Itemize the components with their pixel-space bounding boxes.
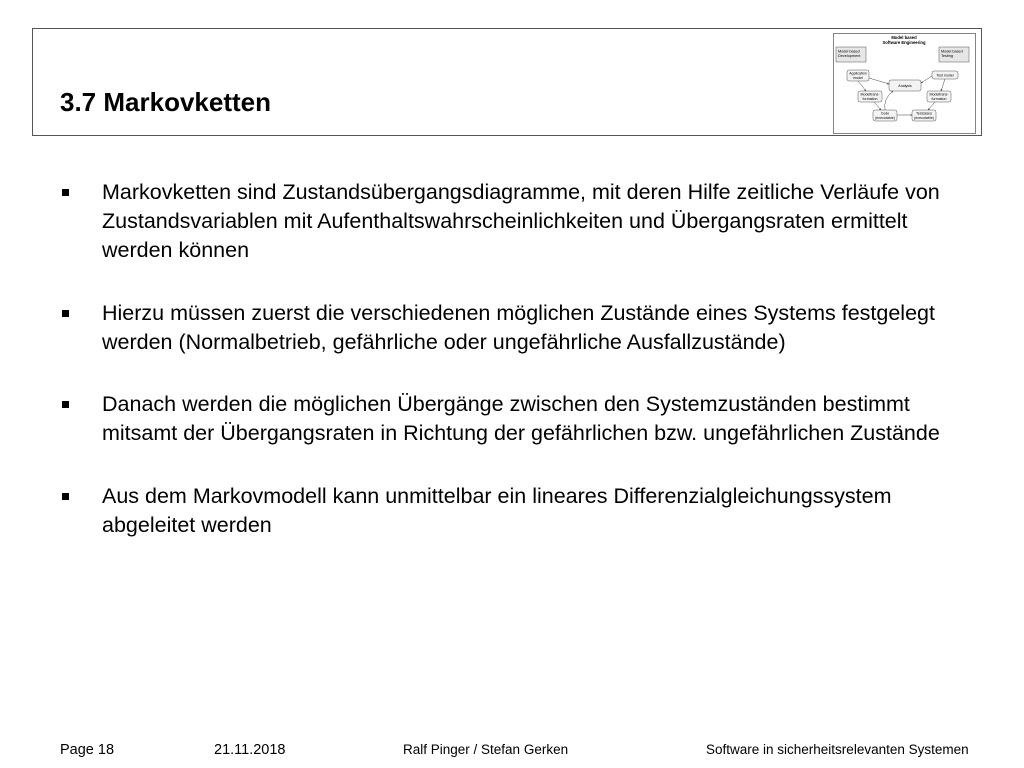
footer-authors: Ralf Pinger / Stefan Gerken — [403, 742, 569, 757]
node-mt2-label-1: Modeltrans- — [929, 92, 949, 97]
bullet-text: Aus dem Markovmodell kann unmittelbar ein lineares Differenzialgleichungssystem abgeleitet werden — [102, 484, 892, 537]
node-dev-label-2: Development — [838, 54, 861, 58]
bullet-square-icon — [62, 310, 69, 317]
node-code-label-1: Code — [880, 111, 890, 116]
node-tc-label-1: Testcases — [916, 111, 932, 116]
bullet-list — [62, 178, 982, 574]
bullet-square-icon — [62, 493, 69, 500]
node-test-label-1: Model based — [941, 49, 963, 54]
bullet-item — [62, 299, 982, 357]
node-dev-label-1: Model based — [838, 49, 860, 54]
bullet-text: Danach werden die möglichen Übergänge zwischen den Systemzuständen bestimmt mitsamt der Übergangsraten in Richtung der gefährlichen bzw. ungefährlichen Zustände — [102, 392, 940, 445]
node-code-label-2: (executable) — [875, 116, 895, 120]
footer-date: 21.11.2018 — [214, 742, 286, 758]
bullet-text: Hierzu müssen zuerst die verschiedenen möglichen Zustände eines Systems festgelegt werden (Normalbetrieb, gefährliche oder ungefährliche Ausfallzustände) — [102, 301, 935, 354]
footer-page-number: Page 18 — [60, 742, 115, 758]
node-app-label-1: Application — [849, 71, 867, 76]
bullet-square-icon — [62, 401, 69, 408]
footer-course-title: Software in sicherheitsrelevanten Systemen — [706, 742, 969, 757]
bullet-text: Markovketten sind Zustandsübergangsdiagramme, mit deren Hilfe zeitliche Verläufe von Zustandsvariablen mit Aufenthaltswahrscheinlichkeiten und Übergangsraten ermittelt werden können — [102, 180, 940, 262]
node-tc-label-2: (executable) — [914, 116, 934, 120]
node-test-label-2: Testing — [941, 54, 954, 58]
node-testmodel-label: Test model — [936, 73, 954, 78]
diagram-top-label-1: Model based — [891, 35, 917, 40]
diagram-top-label-2: Software Engineering — [882, 40, 926, 45]
bullet-item — [62, 482, 982, 540]
node-app-label-2: model — [853, 76, 863, 80]
bullet-item — [62, 390, 982, 448]
node-mt1-label-2: formation — [862, 97, 878, 101]
bullet-item — [62, 178, 982, 265]
mbse-process-diagram — [833, 33, 976, 134]
node-mt1-label-1: Modeltrans- — [860, 92, 880, 97]
slide-title: 3.7 Markovketten — [60, 87, 271, 117]
bullet-square-icon — [62, 189, 69, 196]
node-mt2-label-2: formation — [931, 97, 947, 101]
node-analysis-label: Analysis — [898, 84, 912, 88]
